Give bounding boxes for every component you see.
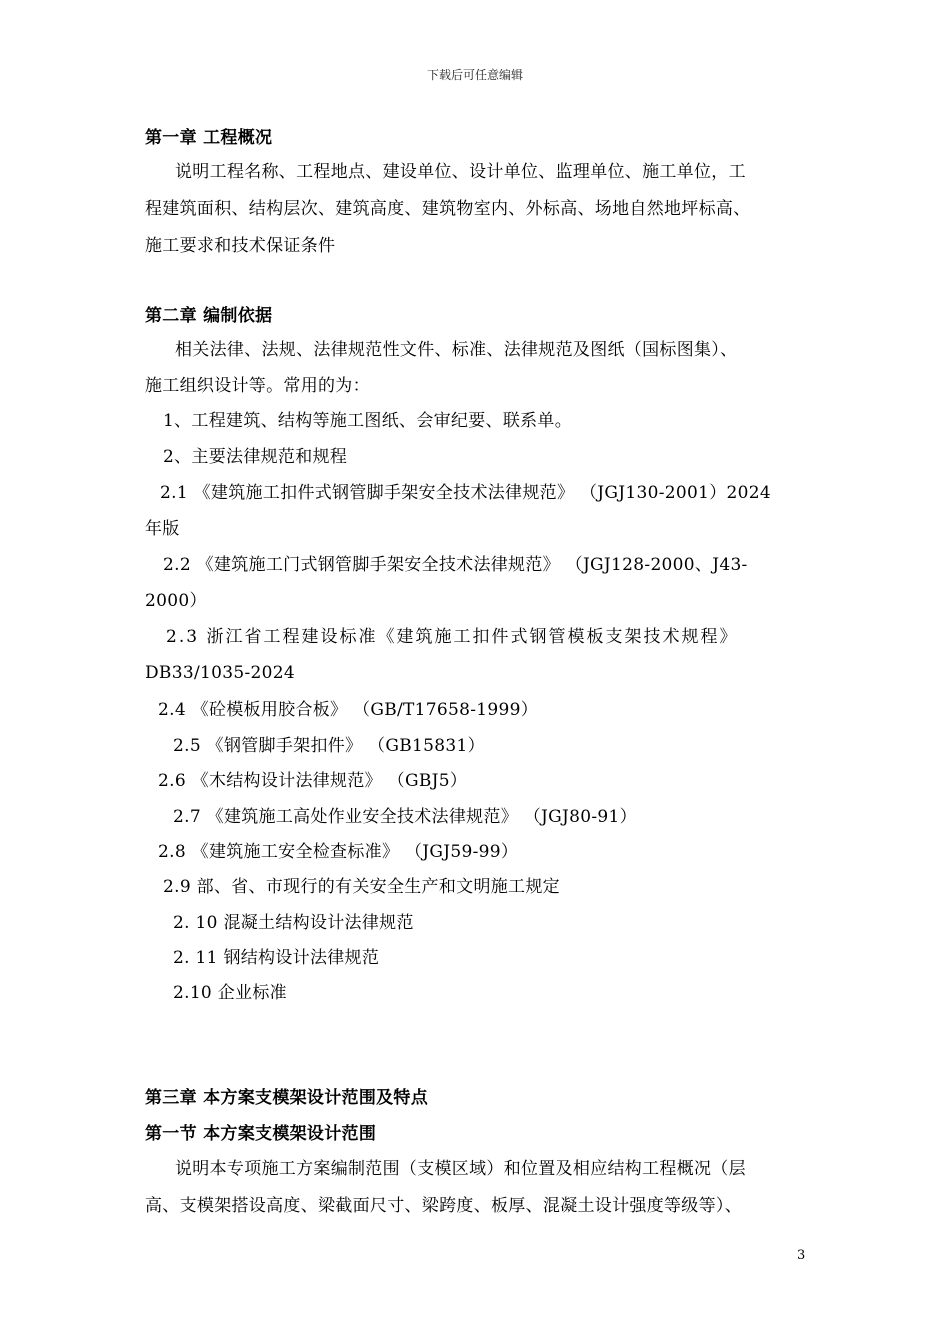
chapter-1-line-1: 说明工程名称、工程地点、建设单位、设计单位、监理单位、施工单位，工 [175, 162, 746, 182]
chapter-1-line-2: 程建筑面积、结构层次、建筑高度、建筑物室内、外标高、场地自然地坪标高、 [145, 199, 751, 219]
chapter-2-line-1: 相关法律、法规、法律规范性文件、标准、法律规范及图纸（国标图集）、 [175, 340, 738, 360]
chapter-2-line-11: 2.4 《砼模板用胶合板》 （GB/T17658-1999） [158, 700, 539, 720]
chapter-2-line-6: 年版 [145, 519, 180, 539]
chapter-2-line-18: 2. 11 钢结构设计法律规范 [173, 948, 380, 968]
chapter-2-line-15: 2.8 《建筑施工安全检查标准》 （JGJ59-99） [158, 842, 519, 862]
chapter-2-line-9: 2.3 浙江省工程建设标准《建筑施工扣件式钢管模板支架技术规程》 [166, 627, 739, 647]
chapter-2-line-8: 2000） [145, 591, 207, 611]
chapter-2-line-4: 2、主要法律规范和规程 [163, 447, 348, 467]
chapter-2-line-12: 2.5 《钢管脚手架扣件》 （GB15831） [173, 736, 485, 756]
chapter-3-section-1-title: 第一节 本方案支模架设计范围 [145, 1124, 377, 1144]
chapter-2-line-5: 2.1 《建筑施工扣件式钢管脚手架安全技术法律规范》 （JGJ130-2001）2024 [160, 483, 771, 503]
chapter-2-line-7: 2.2 《建筑施工门式钢管脚手架安全技术法律规范》 （JGJ128-2000、J43- [163, 555, 748, 575]
chapter-2-line-10: DB33/1035-2024 [145, 663, 295, 683]
chapter-1-line-3: 施工要求和技术保证条件 [145, 236, 336, 256]
chapter-1-title: 第一章 工程概况 [145, 128, 273, 148]
page-header: 下载后可任意编辑 [426, 68, 523, 82]
chapter-2-title: 第二章 编制依据 [145, 306, 273, 326]
chapter-3-title: 第三章 本方案支模架设计范围及特点 [145, 1088, 429, 1108]
chapter-3-line-1: 说明本专项施工方案编制范围（支模区域）和位置及相应结构工程概况（层 [175, 1159, 746, 1179]
chapter-2-line-16: 2.9 部、省、市现行的有关安全生产和文明施工规定 [163, 877, 560, 897]
chapter-2-line-14: 2.7 《建筑施工高处作业安全技术法律规范》 （JGJ80-91） [173, 807, 637, 827]
page-number: 3 [797, 1248, 806, 1263]
chapter-2-line-2: 施工组织设计等。常用的为： [145, 376, 370, 396]
chapter-2-line-3: 1、工程建筑、结构等施工图纸、会审纪要、联系单。 [163, 411, 573, 431]
chapter-2-line-19: 2.10 企业标准 [173, 983, 287, 1003]
chapter-2-line-13: 2.6 《木结构设计法律规范》 （GBJ5） [158, 771, 468, 791]
chapter-2-line-17: 2. 10 混凝土结构设计法律规范 [173, 913, 414, 933]
chapter-3-line-2: 高、支模架搭设高度、梁截面尺寸、梁跨度、板厚、混凝土设计强度等级等）、 [145, 1196, 742, 1216]
